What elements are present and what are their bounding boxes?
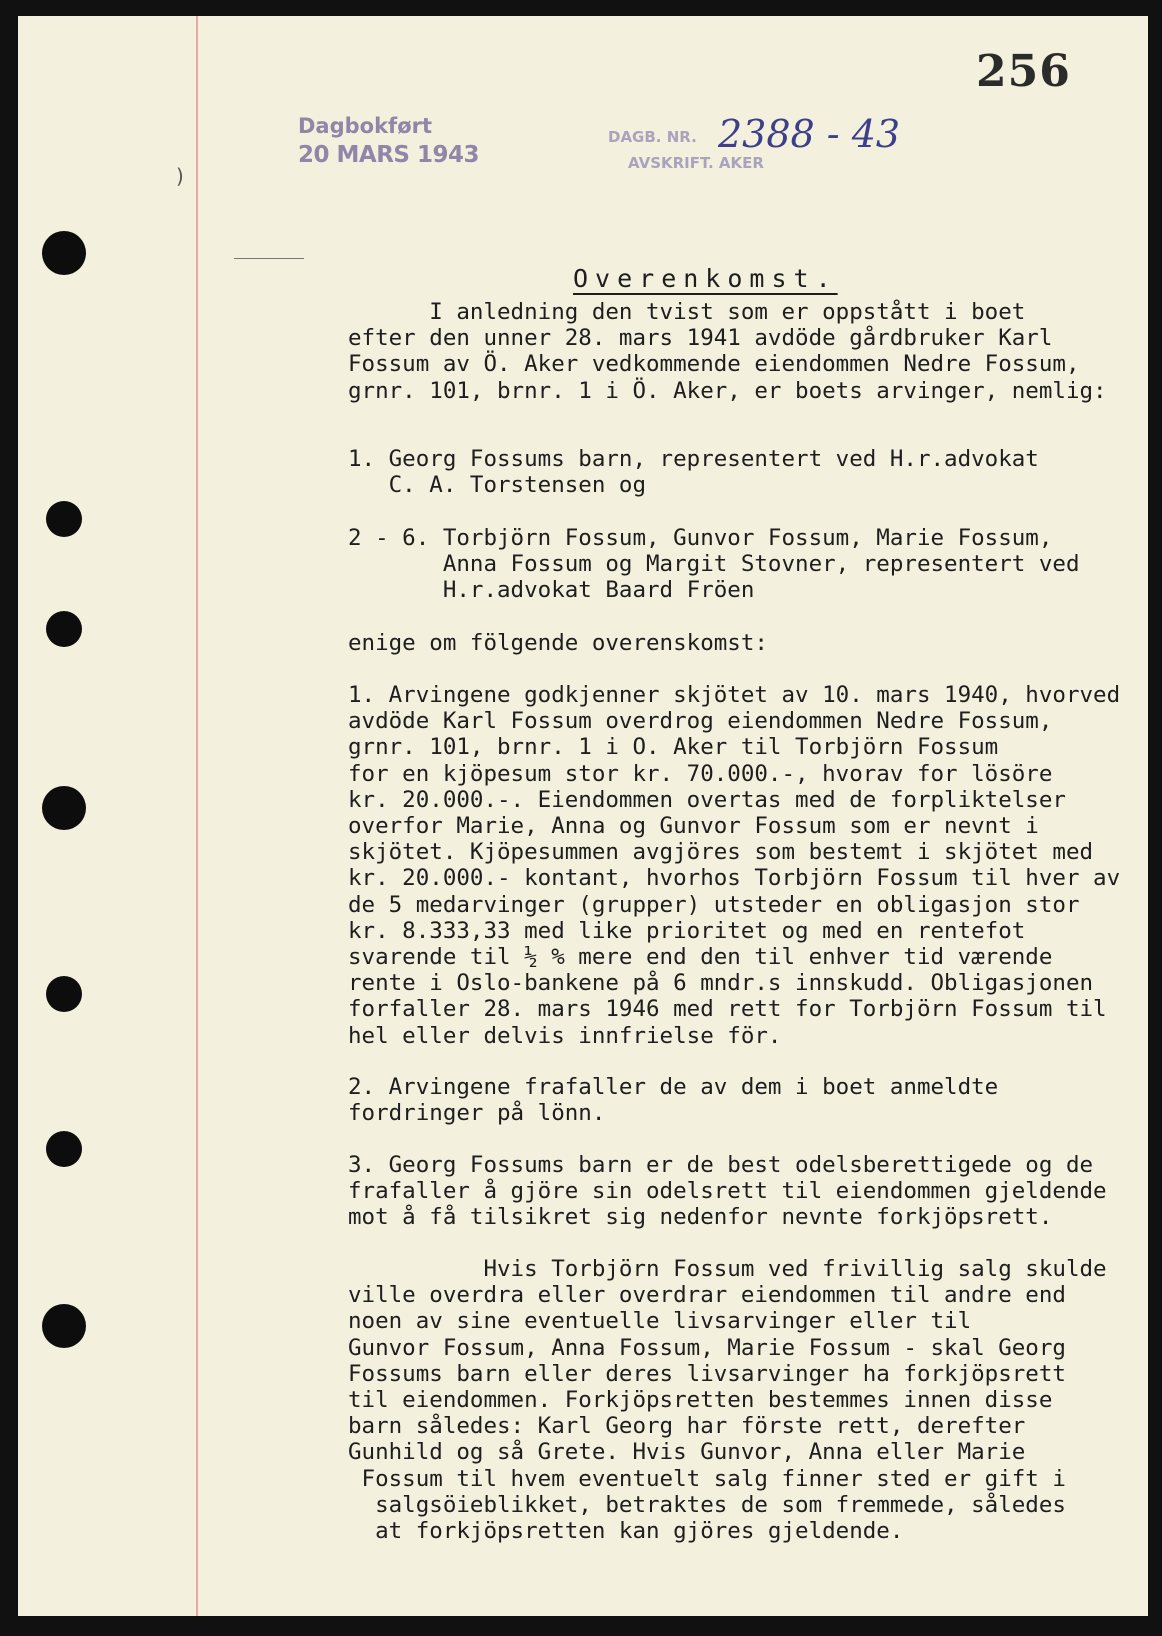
margin-rule [196, 16, 198, 1616]
punch-hole [46, 611, 82, 647]
pencil-dash [234, 258, 304, 259]
paragraph-clause-2: 2. Arvingene frafaller de av dem i boet anmeldte fordringer på lönn. [348, 1074, 999, 1127]
punch-hole [42, 1304, 86, 1348]
punch-hole [42, 786, 86, 830]
dagb-label: DAGB. NR. [608, 128, 697, 146]
handwritten-number: 2388 - 43 [718, 112, 901, 156]
margin-tick: ) [176, 164, 184, 188]
paragraph-clause-1: 1. Arvingene godkjenner skjötet av 10. mars 1940, hvorved avdöde Karl Fossum overdrog eiendommen Nedre Fossum, grnr. 101, brnr. 1 i O. Aker til Torbjörn Fossum for en kjöpesum stor kr. 70.000.-, hvorav for lösöre kr. 20.000.-. Eiendommen overtas med de forpliktelser overfor Marie, Anna og Gunvor Fossum som er nevnt i skjötet. Kjöpesummen avgjöres som bestemt i skjötet med kr. 20.000.- kontant, hvorhos Torbjörn Fossum til hver av de 5 medarvinger (grupper) utsteder en obligasjon stor kr. 8.333,33 med like prioritet og med en rentefot svarende til ½ % mere end den til enhver tid værende rente i Oslo-bankene på 6 mndr.s innskudd. Obligasjonen forfaller 28. mars 1946 med rett for Torbjörn Fossum til hel eller delvis innfrielse för. [348, 682, 1121, 1049]
document-page [18, 16, 1148, 1616]
dagbok-label: Dagbokført [298, 114, 433, 138]
punch-hole [46, 501, 82, 537]
paragraph-preemption: Hvis Torbjörn Fossum ved frivillig salg skulde ville overdra eller overdrar eiendommen til andre end noen av sine eventuelle livsarvinger eller til Gunvor Fossum, Anna Fossum, Marie Fossum - skal Georg Fossums barn eller deres livsarvinger ha forkjöpsrett til eiendommen. Forkjöpsretten bestemmes innen disse barn således: Karl Georg har förste rett, derefter Gunhild og så Grete. Hvis Gunvor, Anna eller Marie Fossum til hvem eventuelt salg finner sted er gift i salgsöieblikket, betraktes de som fremmede, således at forkjöpsretten kan gjöres gjeldende. [348, 1256, 1107, 1545]
page-number: 256 [976, 46, 1071, 97]
punch-hole [42, 231, 86, 275]
paragraph-agreement-lead: enige om fölgende overenskomst: [348, 630, 768, 656]
dagbok-date: 20 MARS 1943 [298, 142, 479, 168]
paragraph-party-1: 1. Georg Fossums barn, representert ved H.r.advokat C. A. Torstensen og [348, 446, 1039, 499]
paragraph-intro: I anledning den tvist som er oppstått i boet efter den unner 28. mars 1941 avdöde gårdbruker Karl Fossum av Ö. Aker vedkommende eiendommen Nedre Fossum, grnr. 101, brnr. 1 i Ö. Aker, er boets arvinger, nemlig: [348, 299, 1107, 404]
paragraph-clause-3: 3. Georg Fossums barn er de best odelsberettigede og de frafaller å gjöre sin odelsrett til eiendommen gjeldende mot å få tilsikret sig nedenfor nevnte forkjöpsrett. [348, 1152, 1107, 1231]
paragraph-party-2-6: 2 - 6. Torbjörn Fossum, Gunvor Fossum, Marie Fossum, Anna Fossum og Margit Stovner, representert ved H.r.advokat Baard Fröen [348, 525, 1080, 604]
document-title: Overenkomst. [573, 264, 838, 293]
punch-hole [46, 1131, 82, 1167]
dagbok-stamp [298, 114, 479, 168]
avskrift-label: AVSKRIFT. AKER [628, 154, 764, 172]
punch-hole [46, 976, 82, 1012]
